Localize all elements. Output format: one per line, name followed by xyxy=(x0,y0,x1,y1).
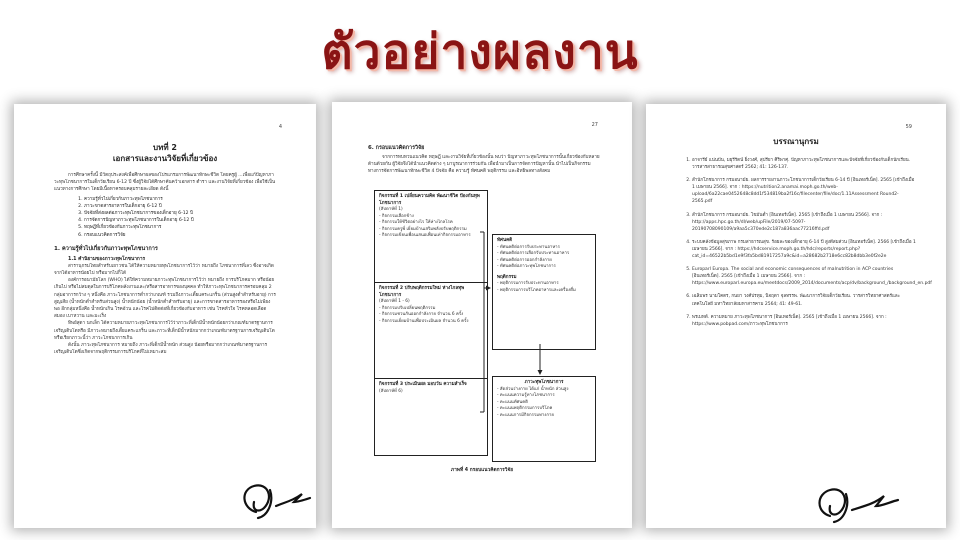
handwritten-signature-icon xyxy=(234,472,314,522)
subsection-heading: 1.1 คำนิยามของภาวะทุพโภชนาการ xyxy=(68,256,146,262)
list-item: 6. กรอบแนวคิดการวิจัย xyxy=(84,232,276,239)
box-title: พฤติกรรม xyxy=(497,274,517,280)
paragraph: สารานุกรมไทยสำหรับเยาวชน ได้ให้ความหมายทุพโภชนาการไว้ว่า หมายถึง โภชนาการที่เลว ซึ่งอาจเกิดจากได้อาหารน้อยไป หรือมากไปก็ได้ xyxy=(54,263,274,277)
paragraph: ดังนั้น ภาวะทุพโภชนาการ หมายถึง ภาวะที่เด็กมีน้ำหนัก ส่วนสูง น้อยหรือมากกว่าเกณฑ์มาตรฐานการเจริญเติบโตซึ่งเกิดจากพฤติกรรมการบริโภคที่ไม่เหมาะสม xyxy=(54,343,268,356)
page-title: ตัวอย่างผลงาน xyxy=(321,24,639,80)
reference-item: 3. สำนักโภชนาการ กรมอนามัย. ไขมันต่ำ [อินเทอร์เน็ต]. 2565 [เข้าถึงเมื่อ 1 เมษายน 2566]. จาก : http://apps.hpc.go.th/dl/web/upFile/2019/07-5097-20190708090109/a9aa5c370ede2c187a836aac77216ffd.pdf xyxy=(692,212,916,233)
box-line: - พฤติกรรมการบริโภคอาหารและเครื่องดื่ม xyxy=(497,287,576,293)
box-title: ทัศนคติ xyxy=(497,238,513,243)
reference-item: 5. Europarl Europa. The social and economic consequences of malnutrition in ACP countries [อินเทอร์เน็ต]. 2565 [เข้าถึงเมื่อ 1 เมษายน 2566]. จาก : https://www.europarl.europa.eu/meetdocs/2009_2014/documents/acp/dv/background_/background_en.pdf xyxy=(692,266,916,287)
chapter-number: บทที่ 2 xyxy=(153,143,177,152)
framework-activity-3-box xyxy=(374,378,488,456)
box-line: - กิจกรรมเขียนเพื่อนเสนอเพื่อนเท่ากิจกรรมอาหาร xyxy=(379,233,471,239)
framework-malnutrition-box xyxy=(492,376,596,462)
box-line: - กิจกรรมเยี่ยมบ้านเพื่อประเมินผล จำนวน 6 ครั้ง xyxy=(379,318,469,324)
box-line: - คะแนนทัศนคติ xyxy=(497,399,528,405)
box-line: - สัดส่วนร่างกาย ได้แก่ น้ำหนัก ส่วนสูง xyxy=(497,386,569,392)
chapter-intro: การศึกษาครั้งนี้ มีวัตถุประสงค์เพื่อศึกษาผลของโปรแกรมการพัฒนาทักษะชีวิต โดยครูผู้ ...เพื่อแก้ปัญหาภาวะทุพโภชนาการในเด็กวัยเรียน 6-12 ปี ซึ่งผู้วิจัยได้ศึกษาค้นคว้าเอกสาร ตำรา และงานวิจัยที่เกี่ยวข้อง เพื่อใช้เป็นแนวทางการศึกษา โดยมีเนื้อหาครอบคลุมรายละเอียด ดังนี้ xyxy=(54,173,276,193)
paragraph: ทิพย์สุดา นกเล็ก ได้ความหมายภาวะทุพโภชนาการไว้ว่าภาวะที่เด็กมีน้ำหนักน้อยกว่าเกณฑ์มาตรฐานการเจริญเติบโตหรือ มีภาวะหมายถึงเตี้ยแคระแกร็น และภาวะที่เด็กมีน้ำหนักมากกว่าเกณฑ์มาตรฐานการเจริญเติบโตหรือเรียกภาวะนี้ว่า ภาวะโภชนาการเกิน xyxy=(54,321,275,341)
box-line: - พฤติกรรมการรับประทานอาหาร xyxy=(497,281,559,287)
box-line: - กิจกรรมครูพี่ เยี่ยมบ้านเสริมพลังปรับพฤติกรรม xyxy=(379,226,467,232)
reference-list xyxy=(676,157,932,328)
reference-item: 4. ระบบคลังข้อมูลสุขภาพ กรมสาธารณสุข. ร้อยละของเด็กอายุ 6-14 ปี สูงดีสมส่วน [อินเทอร์เน็ต]. 2566 [เข้าถึงเมื่อ 1 เมษายน 2566]. จาก : https://hdcservice.moph.go.th/hdc/reports/report.php?cat_id=46522b5bd1e9f3fa5bd81917257a9c&id=a28682b2718e6cc82b8dbb3e0f2e2e xyxy=(692,239,916,260)
box-line: (สัปดาห์ที่ 6) xyxy=(379,388,403,394)
reference-item: 2. สำนักโภชนาการ กรมอนามัย. ผลการรายงานภาวะโภชนาการเด็กวัยเรียน 6-14 ปี [อินเทอร์เน็ต]. 2565 [เข้าถึงเมื่อ 1 เมษายน 2566]. จาก : https://nutrition2.anamai.moph.go.th/web-upload/6a22cae0452648c8dd1f534819ba2f16c/filecenter/file/doc/1.11Assessment Round2-2565.pdf xyxy=(692,177,916,205)
box-line: - คะแนนความรู้ทางโภชนาการ xyxy=(497,393,555,399)
box-title: กิจกรรมที่ 2 ปรับพฤติกรรมใหม่ ห่างไกลทุพโภชนาการ xyxy=(379,286,465,298)
section-heading: 1. ความรู้ทั่วไปเกี่ยวกับภาวะทุพโภชนาการ xyxy=(54,245,158,252)
page-number: 27 xyxy=(591,122,598,128)
list-item: 3. ปัจจัยที่ส่งผลต่อภาวะทุพโภชนาการของเด็กอายุ 6-12 ปี xyxy=(84,210,276,217)
paragraph: จากการทบทวนแนวคิด ทฤษฎี และงานวิจัยที่เกี่ยวข้องนั้น พบว่า ปัญหาภาวะทุพโภชนาการนั้นเกี่ยวข้องกับหลายด้านด้วยกัน ผู้วิจัยจึงได้นำแนวคิดต่าง ๆ มาบูรณาการร่วมกัน เพื่อนำมาเป็นการจัดการปัญหานั้น นำไปเป็นกิจกรรมทางการจัดการพัฒนาทักษะชีวิต 4 ปัจจัย คือ ความรู้ ทัศนคติ พฤติกรรม และอิทธิพลทางสังคม xyxy=(368,155,600,175)
box-line: - กิจกรรมให้ชีวิตอย่างไร ให้ห่างไกลโรค xyxy=(379,220,453,226)
page-number: 59 xyxy=(905,124,912,130)
reference-item: 6. เฉลิมพร นามโคตร, กนยา วงศ์ปรทุม, นิจฤตา จุลทรรพ. พัฒนาการวิจัยเด็กวัยเรียน. วารสารวิทยาศาสตร์และเทคโนโลยี มหาวิทยาลัยมหาสารคาม 2564; 41: 49-61. xyxy=(692,293,916,307)
section-heading: 6. กรอบแนวคิดการวิจัย xyxy=(368,145,425,151)
framework-activity-2-box xyxy=(374,282,488,380)
framework-activity-1-box xyxy=(374,190,488,284)
reference-item: 1. อาจารีย์ แน่นปัน, มยุรีรัตน์ ยิ่งวงศ์, สุปรียา ศิริพาศุ. ปัญหาภาวะทุพโภชนาการและปัจจัยที่เกี่ยวข้องกับเด็กนักเรียน. วารสารสาธารณสุขศาสตร์ 2562; 41: 126-137. xyxy=(692,157,916,171)
box-title: กิจกรรมที่ 3 ประเมินผล มอบวัน ความสำเร็จ xyxy=(379,382,467,387)
box-line: - ทัศนคติต่อการรับประทานอาหาร xyxy=(497,244,560,250)
box-line: - ทัศนคติต่อการเลือกรับประทานอาหาร xyxy=(497,251,570,257)
list-item: 4. การจัดการปัญหาภาวะทุพโภชนาการในเด็กอายุ 6-12 ปี xyxy=(84,217,276,224)
box-line: - คะแนนพฤติกรรมการบริโภค xyxy=(497,406,553,412)
box-line: - คะแนนการมีกิจกรรมทางกาย xyxy=(497,412,554,418)
box-line: - ทัศนคติต่อภาวะทุพโภชนาการ xyxy=(497,264,556,270)
topic-list xyxy=(54,196,276,239)
list-item: 5. ทฤษฎีที่เกี่ยวข้องกับภาวะทุพโภชนาการ xyxy=(84,224,276,231)
paragraph: องค์การอนามัยโลก (WHO) ได้ให้ความหมายภาวะทุพโภชนาการไว้ว่า หมายถึง การบริโภคมาก หรือน้อยเกินไป หรือไม่สมดุลในการบริโภคพลังงานและ/หรือสารอาหารของบุคคล ทำให้ภาวะทุพโภชนาการครอบคลุม 2 กลุ่มอาการกว้าง ๆ หนึ่งคือ ภาวะโภชนาการต่ำกว่าเกณฑ์ รวมถึงภาวะเตี้ยแคระแกร็น (ส่วนสูงต่ำสำหรับอายุ) การสูญเสีย (น้ำหนักต่ำสำหรับส่วนสูง) น้ำหนักน้อย (น้ำหนักต่ำสำหรับอายุ) และการขาดสารอาหารรองหรือไม่เพียงพอ อีกกลุ่มหนึ่งคือ น้ำหนักเกิน โรคอ้วน และโรคไม่ติดต่อที่เกี่ยวข้องกับอาหาร เช่น โรคหัวใจ โรคหลอดเลือดสมอง เบาหวาน และมะเร็ง xyxy=(54,278,276,320)
reference-item: 7. พรเมทต์. ความหมาย ภาวะทุพโภชนาการ [อินเทอร์เน็ต]. 2565 [เข้าถึงเมื่อ 1 เมษายน 2566]. จาก : https://www.pobpad.com/ภาวะทุพโภชนาการ xyxy=(692,314,916,328)
box-line: - กิจกรรมชวนกันออกกำลังกาย จำนวน 6 ครั้ง xyxy=(379,312,464,318)
handwritten-signature-icon xyxy=(812,480,902,524)
box-line: - กิจกรรมเลือกข้าง xyxy=(379,213,414,219)
box-line: (สัปดาห์ที่ 1) xyxy=(379,207,403,212)
box-line: - กิจกรรมปรับเปลี่ยนพฤติกรรม xyxy=(379,305,436,311)
bibliography-title: บรรณานุกรม xyxy=(773,137,819,146)
box-title: กิจกรรมที่ 1 เปลี่ยนความคิด พัฒนาชีวิต ป้องกันทุพโภชนาการ xyxy=(379,194,480,206)
list-item: 1. ความรู้ทั่วไปเกี่ยวกับภาวะทุพโภชนาการ xyxy=(84,196,276,203)
framework-outcome-box xyxy=(492,234,596,350)
box-line: - ทัศนคติต่อการออกกำลังกาย xyxy=(497,257,552,263)
list-item: 2. ภาวะขาดสารอาหารในเด็กอายุ 6-12 ปี xyxy=(84,203,276,210)
box-line: (สัปดาห์ที่ 1 - 6) xyxy=(379,299,410,304)
document-page-bibliography xyxy=(646,104,946,528)
document-page-framework xyxy=(332,102,632,528)
box-title: ภาวะทุพโภชนาการ xyxy=(524,380,564,385)
figure-caption: ภาพที่ 4 กรอบแนวคิดการวิจัย xyxy=(450,468,514,473)
page-number: 4 xyxy=(278,124,282,130)
document-page-chapter-2 xyxy=(14,104,316,528)
chapter-title: เอกสารและงานวิจัยที่เกี่ยวข้อง xyxy=(112,154,218,163)
